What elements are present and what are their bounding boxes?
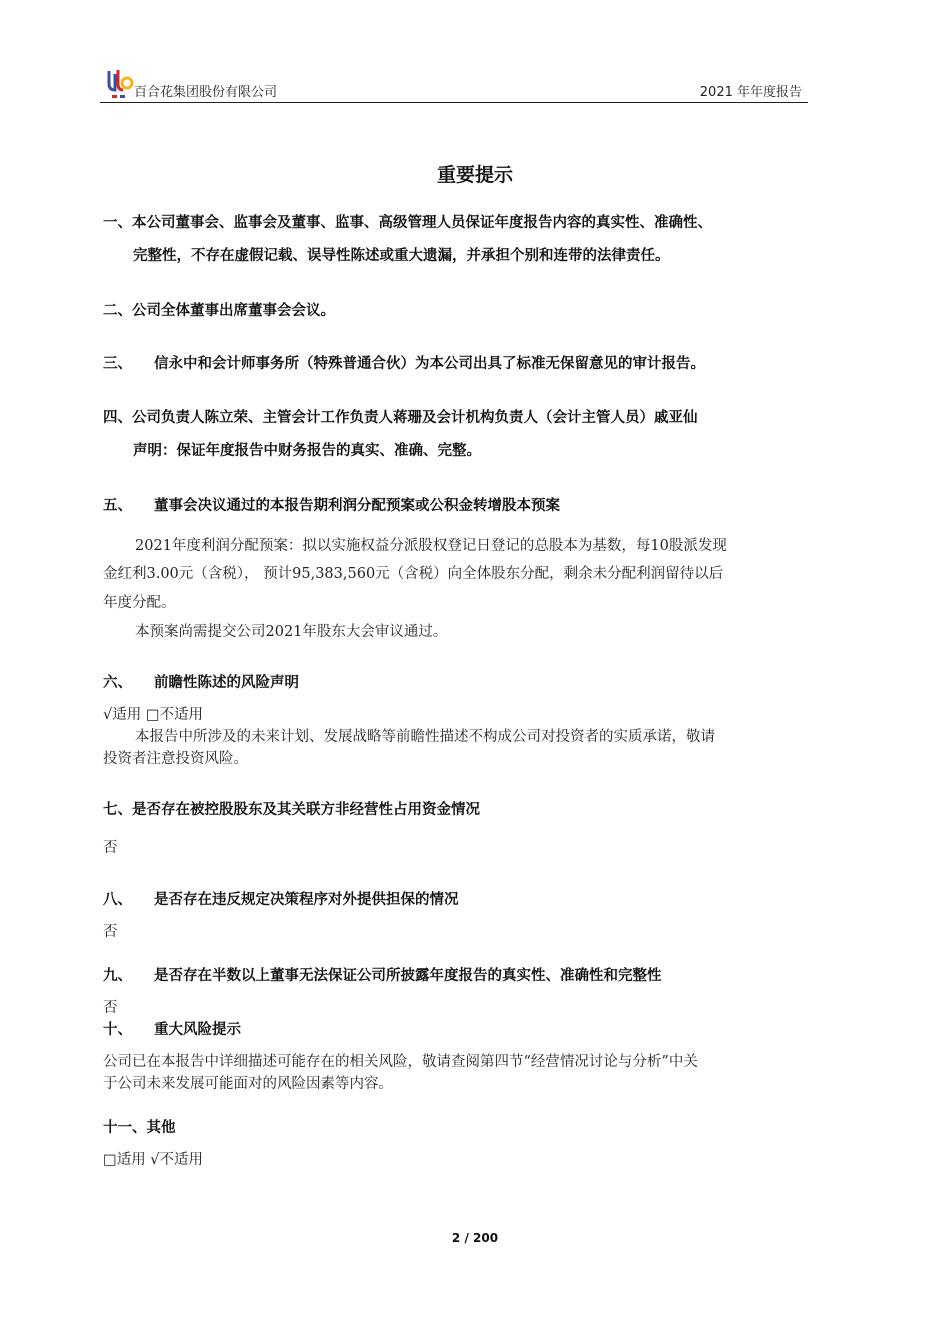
section-7-answer: 否	[103, 840, 118, 856]
section-1-line-1	[103, 211, 712, 232]
section-9-answer: 否	[103, 1000, 118, 1016]
section-8-heading	[103, 888, 459, 909]
section-6-paragraph-2: 投资者注意投资风险。	[103, 751, 248, 767]
section-2	[103, 299, 335, 320]
section-5-number: 五、	[103, 498, 132, 514]
section-4-number: 四、	[103, 410, 132, 426]
section-1-line-2: 完整性，不存在虚假记载、误导性陈述或重大遗漏，并承担个别和连带的法律责任。	[133, 248, 670, 264]
section-1-number: 一、	[103, 215, 132, 231]
section-10-number: 十、	[103, 1022, 132, 1038]
section-6-heading	[103, 671, 299, 692]
section-10-paragraph-1: 公司已在本报告中详细描述可能存在的相关风险，敬请查阅第四节“经营情况讨论与分析”中关	[103, 1054, 698, 1070]
section-7-text: 是否存在被控股股东及其关联方非经营性占用资金情况	[132, 802, 480, 818]
company-logo-icon	[106, 68, 134, 100]
section-6-number: 六、	[103, 675, 132, 691]
company-name: 百合花集团股份有限公司	[134, 85, 278, 100]
section-11-choice: □适用 √不适用	[103, 1152, 204, 1168]
section-5-text: 董事会决议通过的本报告期利润分配预案或公积金转增股本预案	[154, 498, 560, 514]
section-5-paragraph-3: 年度分配。	[103, 595, 176, 611]
section-5-heading	[103, 494, 560, 515]
section-9-text: 是否存在半数以上董事无法保证公司所披露年度报告的真实性、准确性和完整性	[154, 968, 662, 984]
section-10-text: 重大风险提示	[154, 1022, 241, 1038]
section-11-number: 十一、	[103, 1120, 147, 1136]
page-title: 重要提示	[436, 164, 513, 186]
page-header	[100, 64, 808, 103]
section-2-text: 公司全体董事出席董事会会议。	[132, 303, 335, 319]
section-5-paragraph-1: 2021年度利润分配预案：拟以实施权益分派股权登记日登记的总股本为基数，每10股派发现	[135, 538, 727, 554]
section-10-heading	[103, 1018, 241, 1039]
report-year: 2021 年年度报告	[699, 85, 802, 100]
section-5-paragraph-4: 本预案尚需提交公司2021年股东大会审议通过。	[135, 624, 448, 640]
section-7-heading	[103, 798, 480, 819]
section-6-choice: √适用 □不适用	[103, 707, 204, 723]
section-9-number: 九、	[103, 968, 132, 984]
section-3-number: 三、	[103, 356, 132, 372]
section-7-number: 七、	[103, 802, 132, 818]
section-11-heading	[103, 1116, 176, 1137]
section-3-text: 信永中和会计师事务所（特殊普通合伙）为本公司出具了标准无保留意见的审计报告。	[154, 356, 705, 372]
section-1-text-1: 本公司董事会、监事会及董事、监事、高级管理人员保证年度报告内容的真实性、准确性、	[132, 215, 712, 231]
section-4-line-2: 声明：保证年度报告中财务报告的真实、准确、完整。	[133, 443, 481, 459]
section-6-text: 前瞻性陈述的风险声明	[154, 675, 299, 691]
section-2-number: 二、	[103, 303, 132, 319]
section-8-text: 是否存在违反规定决策程序对外提供担保的情况	[154, 892, 459, 908]
page-number: 2 / 200	[451, 1231, 499, 1245]
section-6-paragraph-1: 本报告中所涉及的未来计划、发展战略等前瞻性描述不构成公司对投资者的实质承诺，敬请	[135, 729, 715, 745]
section-4-text-1: 公司负责人陈立荣、主管会计工作负责人蒋珊及会计机构负责人（会计主管人员）戚亚仙	[132, 410, 698, 426]
section-5-paragraph-2: 金红利3.00元（含税）， 预计95,383,560元（含税）向全体股东分配，剩余未分配利润留待以后	[103, 566, 724, 582]
section-8-number: 八、	[103, 892, 132, 908]
section-3	[103, 352, 705, 373]
section-10-paragraph-2: 于公司未来发展可能面对的风险因素等内容。	[103, 1076, 393, 1092]
section-9-heading	[103, 964, 662, 985]
section-8-answer: 否	[103, 924, 118, 940]
section-4-line-1	[103, 406, 698, 427]
section-11-text: 其他	[146, 1120, 176, 1136]
